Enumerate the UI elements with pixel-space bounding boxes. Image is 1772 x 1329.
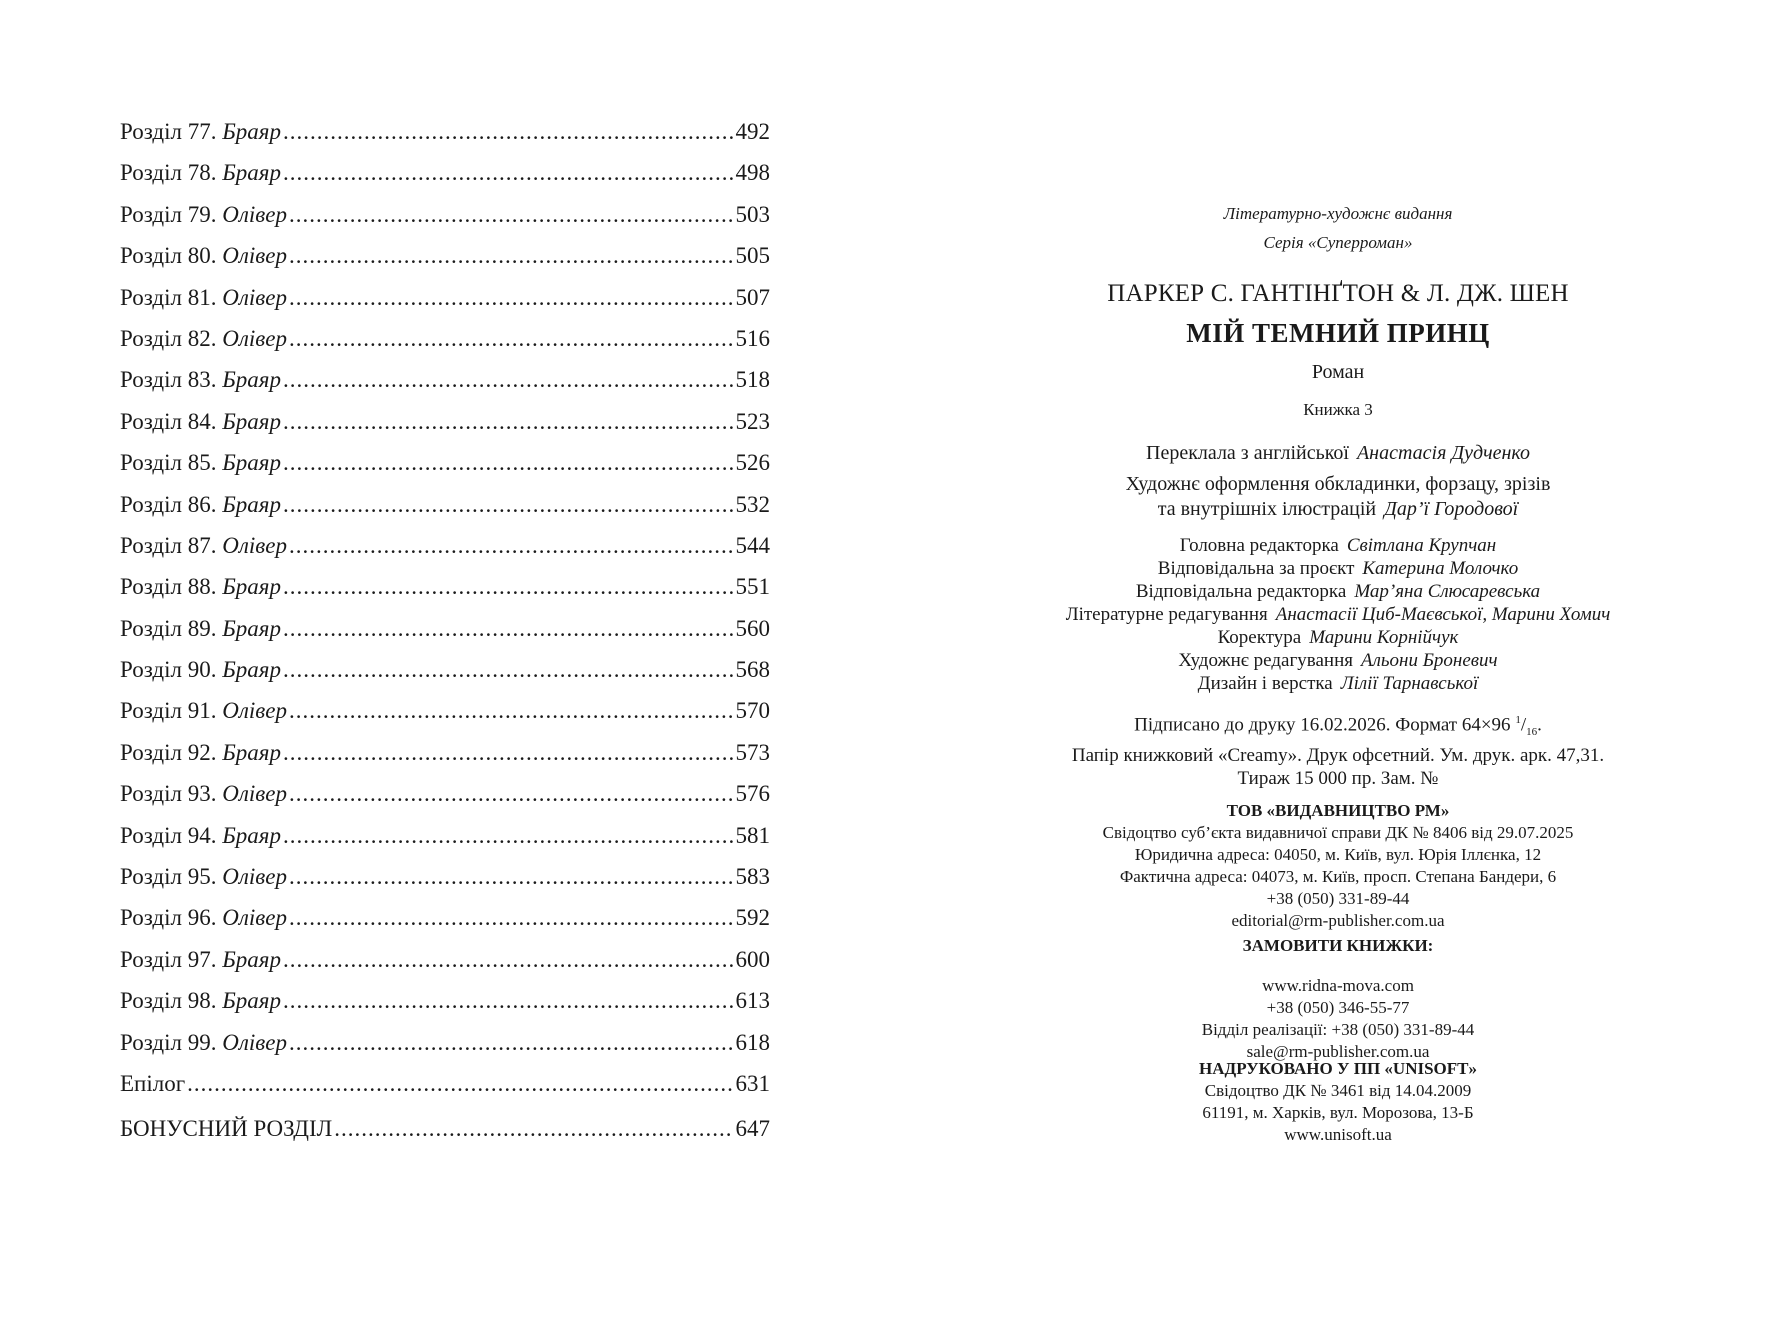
dot-leader: [289, 897, 734, 938]
toc-page-number: 505: [735, 243, 770, 269]
toc-page-number: 583: [735, 864, 770, 890]
printer-line: www.unisoft.ua: [1284, 1125, 1392, 1144]
dot-leader: [283, 111, 734, 152]
art-credit-line-2: та внутрішніх ілюстрацій Дар’ї Городової: [1157, 498, 1519, 520]
dot-leader: [289, 773, 734, 814]
toc-page-number: 523: [735, 408, 770, 434]
staff-credit: Коректура Марини Корнійчук: [1217, 627, 1459, 648]
printer-title: НАДРУКОВАНО У ПП «UNISOFT»: [1199, 1059, 1477, 1078]
staff-credit: Художнє редагування Альони Броневич: [1178, 650, 1498, 671]
toc-entry: Розділ 97. Браяр ..... 600: [120, 939, 770, 980]
toc-entry: Розділ 80. Олівер ..... 505: [120, 235, 770, 276]
art-credit-line-1: Художнє оформлення обкладинки, форзацу, зрізів: [1125, 473, 1551, 495]
toc-entry: Розділ 95. Олівер ..... 583: [120, 856, 770, 897]
publisher-info: [1008, 800, 1668, 932]
print-format-line: Підписано до друку 16.02.2026. Формат 64×96 $^1/_{16}$.: [1134, 714, 1542, 739]
table-of-contents: [120, 111, 770, 1150]
toc-page-number: 560: [735, 615, 770, 641]
toc-entry: Розділ 90. Браяр ..... 568: [120, 649, 770, 690]
toc-entry: Розділ 87. Олівер ..... 544: [120, 525, 770, 566]
toc-entry: Розділ 96. Олівер ..... 592: [120, 897, 770, 938]
toc-page-number: 647: [735, 1116, 770, 1142]
translator-credit: Переклала з англійської Анастасія Дудченко: [1146, 442, 1530, 464]
toc-page-number: 526: [735, 450, 770, 476]
publisher-line: Юридична адреса: 04050, м. Київ, вул. Юрія Іллєнка, 12: [1134, 845, 1542, 864]
toc-entry: Розділ 82. Олівер ..... 516: [120, 318, 770, 359]
toc-page-number: 600: [735, 946, 770, 972]
printer-line: Свідоцтво ДК № 3461 від 14.04.2009: [1204, 1081, 1472, 1100]
staff-credit: Відповідальна за проєкт Катерина Молочко: [1157, 558, 1519, 579]
staff-credit: Головна редакторка Світлана Крупчан: [1179, 535, 1497, 556]
toc-page-number: 507: [735, 284, 770, 310]
publisher-line: +38 (050) 331-89-44: [1266, 889, 1410, 908]
order-line: Відділ реалізації: +38 (050) 331-89-44: [1201, 1020, 1475, 1039]
order-line: sale@rm-publisher.com.ua: [1246, 1042, 1430, 1061]
toc-page-number: 516: [735, 325, 770, 351]
toc-entry: Розділ 89. Браяр ..... 560: [120, 608, 770, 649]
toc-entry: Розділ 88. Браяр ..... 551: [120, 566, 770, 607]
toc-entry: Розділ 86. Браяр ..... 532: [120, 484, 770, 525]
dot-leader: [289, 690, 734, 731]
dot-leader: [334, 1108, 733, 1149]
toc-entry: Розділ 78. Браяр ..... 498: [120, 152, 770, 193]
dot-leader: [283, 815, 734, 856]
staff-credit: Відповідальна редакторка Мар’яна Слюсаревська: [1135, 581, 1541, 602]
edition-type: Літературно-художнє видання: [1223, 204, 1453, 223]
toc-entry-bonus-chapter: БОНУСНИЙ РОЗДІЛ ..... 647: [120, 1108, 770, 1149]
dot-leader: [289, 1022, 734, 1063]
publisher-line: Фактична адреса: 04073, м. Київ, просп. Степана Бандери, 6: [1119, 867, 1557, 886]
print-specs: [1008, 709, 1668, 790]
editorial-staff: [1008, 534, 1668, 695]
toc-entry: Розділ 81. Олівер ..... 507: [120, 277, 770, 318]
dot-leader: [289, 277, 734, 318]
toc-entry: Розділ 91. Олівер ..... 570: [120, 690, 770, 731]
dot-leader: [283, 152, 734, 193]
toc-entry: Розділ 83. Браяр ..... 518: [120, 359, 770, 400]
dot-leader: [289, 235, 734, 276]
publisher-name: ТОВ «ВИДАВНИЦТВО РМ»: [1226, 801, 1450, 820]
toc-entry: Розділ 99. Олівер ..... 618: [120, 1022, 770, 1063]
book-genre: Роман: [1311, 361, 1365, 383]
staff-credit: Літературне редагування Анастасії Циб-Маєвської, Марини Хомич: [1065, 604, 1611, 625]
dot-leader: [283, 732, 734, 773]
toc-page-number: 518: [735, 367, 770, 393]
dot-leader: [283, 566, 734, 607]
dot-leader: [283, 359, 734, 400]
order-info: [1008, 935, 1668, 1063]
toc-page-number: 503: [735, 201, 770, 227]
dot-leader: [187, 1063, 733, 1104]
publisher-line: Свідоцтво суб’єкта видавничої справи ДК № 8406 від 29.07.2025: [1102, 823, 1574, 842]
toc-page-number: 568: [735, 657, 770, 683]
toc-entry: Розділ 79. Олівер ..... 503: [120, 194, 770, 235]
dot-leader: [283, 939, 734, 980]
dot-leader: [289, 525, 734, 566]
book-authors: ПАРКЕР С. ГАНТІНҐТОН & Л. ДЖ. ШЕН: [1107, 280, 1569, 307]
toc-page-number: 576: [735, 781, 770, 807]
toc-entry: Розділ 84. Браяр ..... 523: [120, 401, 770, 442]
toc-entry: Розділ 85. Браяр ..... 526: [120, 442, 770, 483]
printer-info: [1008, 1058, 1668, 1146]
toc-page-number: 544: [735, 532, 770, 558]
toc-page-number: 573: [735, 739, 770, 765]
dot-leader: [289, 194, 734, 235]
toc-entry: Розділ 93. Олівер ..... 576: [120, 773, 770, 814]
toc-entry-epilogue: Епілог ..... 631: [120, 1063, 770, 1104]
toc-entry: Розділ 94. Браяр ..... 581: [120, 815, 770, 856]
toc-page-number: 492: [735, 119, 770, 144]
toc-page-number: 551: [735, 574, 770, 600]
toc-page-number: 570: [735, 698, 770, 724]
toc-page-number: 592: [735, 905, 770, 931]
toc-page-number: 581: [735, 822, 770, 848]
dot-leader: [283, 442, 734, 483]
order-line: +38 (050) 346-55-77: [1266, 998, 1410, 1017]
paper-line: Папір книжковий «Creamy». Друк офсетний. Ум. друк. арк. 47,31.: [1071, 745, 1605, 767]
order-line: www.ridna-mova.com: [1262, 976, 1414, 995]
dot-leader: [289, 856, 734, 897]
toc-page-number: 532: [735, 491, 770, 517]
toc-entry: Розділ 77. Браяр ..... 492: [120, 111, 770, 152]
staff-credit: Дизайн і верстка Лілії Тарнавської: [1197, 673, 1479, 694]
book-number: Книжка 3: [1303, 400, 1373, 419]
book-title: МІЙ ТЕМНИЙ ПРИНЦ: [1186, 318, 1490, 348]
dot-leader: [289, 318, 734, 359]
publisher-email: editorial@rm-publisher.com.ua: [1231, 911, 1445, 930]
toc-page-number: 613: [735, 988, 770, 1014]
order-title: ЗАМОВИТИ КНИЖКИ:: [1242, 936, 1434, 955]
translation-art-credits: [1008, 441, 1668, 522]
toc-entry: Розділ 92. Браяр ..... 573: [120, 732, 770, 773]
dot-leader: [283, 980, 734, 1021]
print-run-line: Тираж 15 000 пр. Зам. №: [1237, 768, 1439, 790]
toc-page-number: 498: [735, 160, 770, 186]
dot-leader: [283, 484, 734, 525]
dot-leader: [283, 401, 734, 442]
dot-leader: [283, 649, 734, 690]
dot-leader: [283, 608, 734, 649]
series-name: Серія «Суперроман»: [1263, 233, 1413, 252]
printer-line: 61191, м. Харків, вул. Морозова, 13-Б: [1202, 1103, 1474, 1122]
toc-page-number: 631: [735, 1070, 770, 1096]
toc-page-number: 618: [735, 1029, 770, 1055]
toc-entry: Розділ 98. Браяр ..... 613: [120, 980, 770, 1021]
